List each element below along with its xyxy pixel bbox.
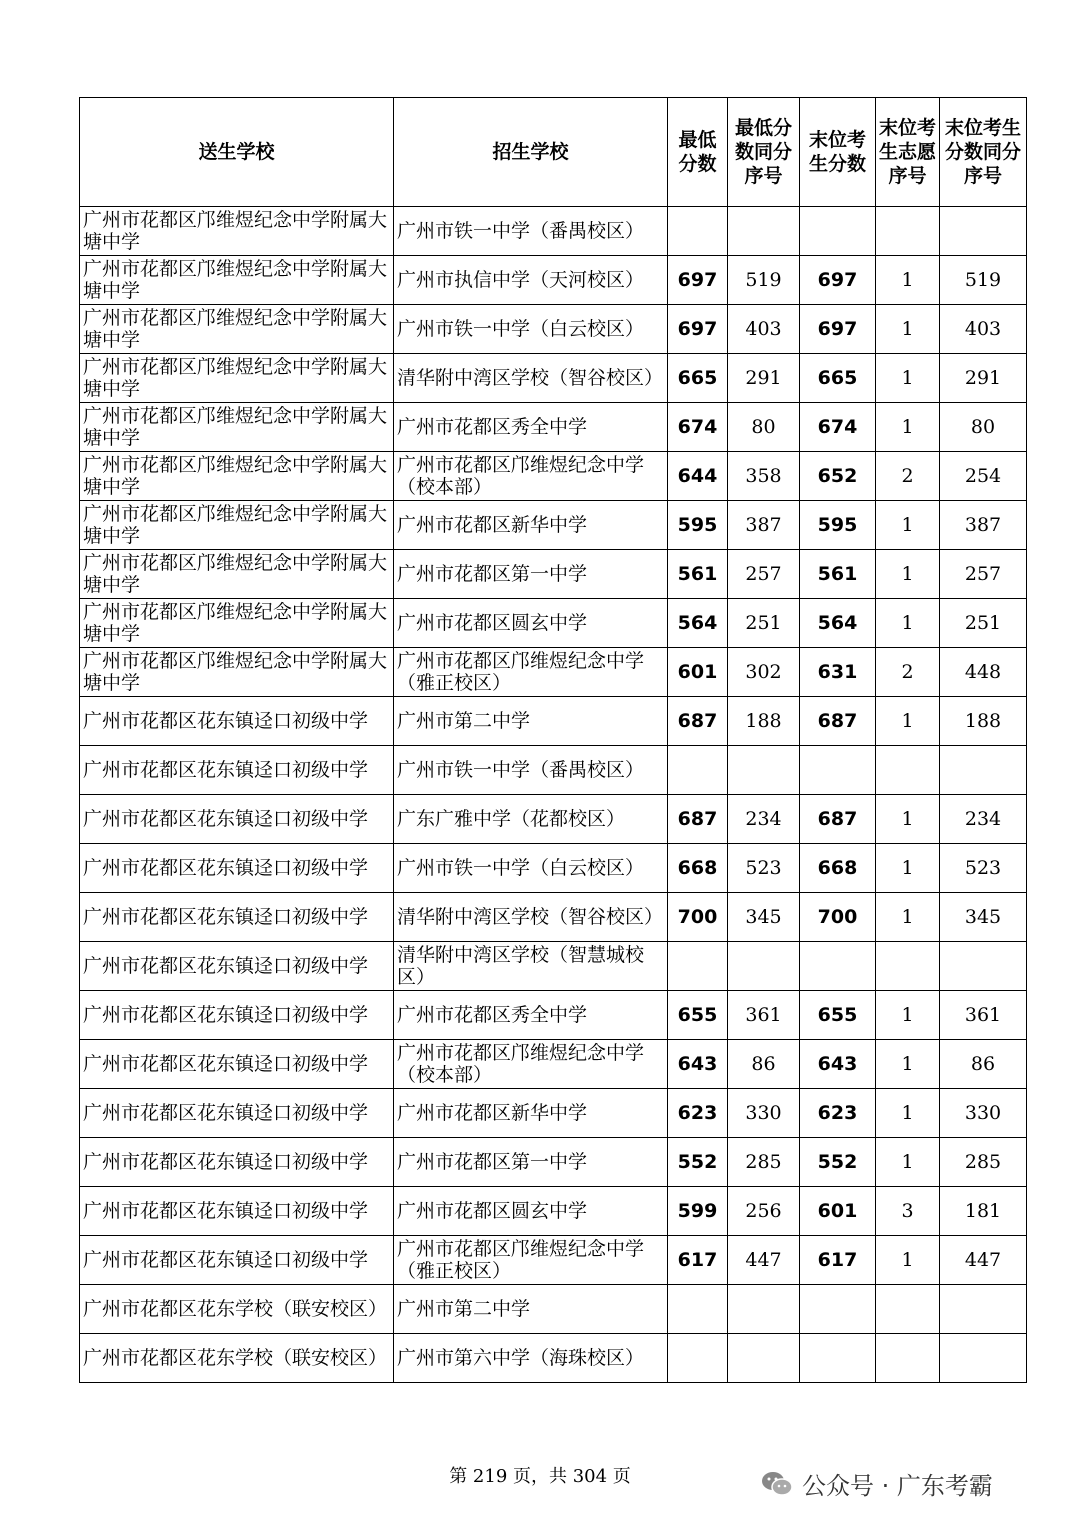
cell-admitting-school: 广州市花都区第一中学 <box>394 550 668 599</box>
cell-last-score <box>800 1334 876 1383</box>
table-row <box>80 354 1027 403</box>
cell-min-score-rank: 403 <box>728 305 800 354</box>
cell-sending-school: 广州市花都区花东镇迳口初级中学 <box>80 1138 394 1187</box>
cell-last-score: 674 <box>800 403 876 452</box>
cell-last-choice-no: 1 <box>876 991 940 1040</box>
cell-min-score: 644 <box>668 452 728 501</box>
cell-last-score-rank: 523 <box>940 844 1027 893</box>
cell-admitting-school: 广州市花都区圆玄中学 <box>394 1187 668 1236</box>
cell-min-score-rank: 188 <box>728 697 800 746</box>
cell-sending-school: 广州市花都区花东镇迳口初级中学 <box>80 1089 394 1138</box>
cell-min-score: 665 <box>668 354 728 403</box>
wechat-icon <box>760 1469 794 1499</box>
cell-min-score: 697 <box>668 256 728 305</box>
watermark-text: 公众号 · 广东考霸 <box>802 1472 993 1500</box>
cell-last-score: 617 <box>800 1236 876 1285</box>
table-row <box>80 1187 1027 1236</box>
cell-last-score: 561 <box>800 550 876 599</box>
cell-min-score-rank: 302 <box>728 648 800 697</box>
table-row <box>80 991 1027 1040</box>
table-row <box>80 648 1027 697</box>
cell-min-score-rank: 285 <box>728 1138 800 1187</box>
cell-last-score-rank: 251 <box>940 599 1027 648</box>
cell-last-score-rank: 285 <box>940 1138 1027 1187</box>
cell-admitting-school: 广州市花都区新华中学 <box>394 501 668 550</box>
table-row <box>80 893 1027 942</box>
cell-last-score-rank: 80 <box>940 403 1027 452</box>
cell-sending-school: 广州市花都区花东镇迳口初级中学 <box>80 1187 394 1236</box>
table-row <box>80 1285 1027 1334</box>
cell-min-score-rank: 361 <box>728 991 800 1040</box>
table-row <box>80 942 1027 991</box>
cell-admitting-school: 广州市铁一中学（番禺校区） <box>394 207 668 256</box>
cell-last-score: 665 <box>800 354 876 403</box>
cell-sending-school: 广州市花都区花东镇迳口初级中学 <box>80 942 394 991</box>
table-row <box>80 599 1027 648</box>
table-row <box>80 844 1027 893</box>
cell-last-choice-no <box>876 942 940 991</box>
cell-last-score-rank: 330 <box>940 1089 1027 1138</box>
cell-last-score-rank: 257 <box>940 550 1027 599</box>
cell-min-score: 655 <box>668 991 728 1040</box>
cell-last-score-rank: 519 <box>940 256 1027 305</box>
cell-last-choice-no: 1 <box>876 1040 940 1089</box>
header-last-score-rank: 末位考生分数同分序号 <box>940 98 1027 207</box>
table-row <box>80 795 1027 844</box>
cell-admitting-school: 广州市花都区秀全中学 <box>394 403 668 452</box>
cell-sending-school: 广州市花都区花东镇迳口初级中学 <box>80 844 394 893</box>
cell-min-score-rank: 447 <box>728 1236 800 1285</box>
cell-last-choice-no: 1 <box>876 305 940 354</box>
cell-sending-school: 广州市花都区邝维煜纪念中学附属大塘中学 <box>80 550 394 599</box>
cell-min-score: 697 <box>668 305 728 354</box>
cell-sending-school: 广州市花都区邝维煜纪念中学附属大塘中学 <box>80 305 394 354</box>
cell-admitting-school: 广州市第二中学 <box>394 1285 668 1334</box>
cell-last-score: 564 <box>800 599 876 648</box>
cell-min-score: 668 <box>668 844 728 893</box>
cell-min-score: 599 <box>668 1187 728 1236</box>
header-last-score: 末位考生分数 <box>800 98 876 207</box>
cell-last-choice-no: 1 <box>876 550 940 599</box>
cell-last-choice-no: 3 <box>876 1187 940 1236</box>
cell-last-choice-no: 2 <box>876 452 940 501</box>
cell-min-score: 687 <box>668 795 728 844</box>
cell-admitting-school: 广州市花都区邝维煜纪念中学（雅正校区） <box>394 648 668 697</box>
cell-last-choice-no: 1 <box>876 893 940 942</box>
table-row <box>80 1138 1027 1187</box>
cell-last-score: 623 <box>800 1089 876 1138</box>
cell-last-choice-no: 1 <box>876 403 940 452</box>
cell-admitting-school: 广州市花都区邝维煜纪念中学（校本部） <box>394 452 668 501</box>
cell-admitting-school: 广州市花都区第一中学 <box>394 1138 668 1187</box>
table-row <box>80 697 1027 746</box>
cell-last-score-rank: 361 <box>940 991 1027 1040</box>
cell-sending-school: 广州市花都区花东镇迳口初级中学 <box>80 746 394 795</box>
cell-last-score: 595 <box>800 501 876 550</box>
cell-min-score <box>668 942 728 991</box>
cell-last-score-rank <box>940 942 1027 991</box>
cell-min-score-rank <box>728 942 800 991</box>
cell-last-score: 655 <box>800 991 876 1040</box>
cell-admitting-school: 广州市花都区邝维煜纪念中学（雅正校区） <box>394 1236 668 1285</box>
cell-last-choice-no: 1 <box>876 844 940 893</box>
cell-admitting-school: 清华附中湾区学校（智谷校区） <box>394 354 668 403</box>
cell-min-score: 623 <box>668 1089 728 1138</box>
cell-sending-school: 广州市花都区邝维煜纪念中学附属大塘中学 <box>80 501 394 550</box>
cell-admitting-school: 广州市花都区圆玄中学 <box>394 599 668 648</box>
table-row <box>80 550 1027 599</box>
cell-min-score: 674 <box>668 403 728 452</box>
cell-sending-school: 广州市花都区邝维煜纪念中学附属大塘中学 <box>80 599 394 648</box>
cell-last-score-rank: 345 <box>940 893 1027 942</box>
cell-min-score-rank <box>728 1334 800 1383</box>
cell-last-score-rank <box>940 1285 1027 1334</box>
cell-last-score-rank: 387 <box>940 501 1027 550</box>
cell-last-score: 552 <box>800 1138 876 1187</box>
cell-min-score: 601 <box>668 648 728 697</box>
cell-admitting-school: 广东广雅中学（花都校区） <box>394 795 668 844</box>
cell-last-choice-no <box>876 746 940 795</box>
cell-min-score-rank: 291 <box>728 354 800 403</box>
cell-min-score: 643 <box>668 1040 728 1089</box>
cell-min-score-rank: 358 <box>728 452 800 501</box>
cell-min-score: 617 <box>668 1236 728 1285</box>
cell-last-choice-no: 1 <box>876 1236 940 1285</box>
cell-min-score: 564 <box>668 599 728 648</box>
cell-min-score-rank: 387 <box>728 501 800 550</box>
cell-last-score-rank: 234 <box>940 795 1027 844</box>
cell-admitting-school: 广州市花都区新华中学 <box>394 1089 668 1138</box>
header-min-score: 最低分数 <box>668 98 728 207</box>
cell-last-score-rank <box>940 207 1027 256</box>
cell-min-score-rank: 345 <box>728 893 800 942</box>
cell-last-score-rank <box>940 1334 1027 1383</box>
cell-sending-school: 广州市花都区花东学校（联安校区） <box>80 1285 394 1334</box>
table-row <box>80 1236 1027 1285</box>
page-number: 第 219 页，共 304 页 <box>449 1466 631 1487</box>
cell-min-score-rank <box>728 207 800 256</box>
cell-min-score <box>668 207 728 256</box>
cell-min-score: 552 <box>668 1138 728 1187</box>
table-row <box>80 501 1027 550</box>
watermark <box>760 1466 993 1501</box>
cell-last-score: 697 <box>800 256 876 305</box>
cell-min-score <box>668 1285 728 1334</box>
cell-min-score: 561 <box>668 550 728 599</box>
table-row <box>80 403 1027 452</box>
table-row <box>80 305 1027 354</box>
cell-min-score-rank <box>728 1285 800 1334</box>
cell-last-score <box>800 207 876 256</box>
table-row <box>80 1040 1027 1089</box>
table-row <box>80 1334 1027 1383</box>
cell-sending-school: 广州市花都区花东镇迳口初级中学 <box>80 893 394 942</box>
cell-admitting-school: 广州市花都区秀全中学 <box>394 991 668 1040</box>
cell-last-choice-no: 1 <box>876 697 940 746</box>
admission-score-table <box>79 97 1027 1383</box>
cell-sending-school: 广州市花都区邝维煜纪念中学附属大塘中学 <box>80 403 394 452</box>
cell-last-score: 668 <box>800 844 876 893</box>
cell-last-score: 643 <box>800 1040 876 1089</box>
table-row <box>80 746 1027 795</box>
cell-min-score-rank: 330 <box>728 1089 800 1138</box>
cell-last-score-rank: 403 <box>940 305 1027 354</box>
cell-admitting-school: 广州市第二中学 <box>394 697 668 746</box>
cell-last-score-rank: 447 <box>940 1236 1027 1285</box>
cell-last-score: 700 <box>800 893 876 942</box>
cell-last-score: 687 <box>800 795 876 844</box>
cell-last-score: 601 <box>800 1187 876 1236</box>
cell-last-choice-no: 1 <box>876 1089 940 1138</box>
cell-last-choice-no: 1 <box>876 1138 940 1187</box>
cell-sending-school: 广州市花都区花东镇迳口初级中学 <box>80 991 394 1040</box>
cell-sending-school: 广州市花都区花东镇迳口初级中学 <box>80 795 394 844</box>
cell-min-score-rank: 251 <box>728 599 800 648</box>
cell-last-score: 631 <box>800 648 876 697</box>
cell-last-choice-no: 1 <box>876 256 940 305</box>
cell-sending-school: 广州市花都区邝维煜纪念中学附属大塘中学 <box>80 207 394 256</box>
cell-last-score: 687 <box>800 697 876 746</box>
header-admitting-school: 招生学校 <box>394 98 668 207</box>
cell-admitting-school: 清华附中湾区学校（智谷校区） <box>394 893 668 942</box>
cell-last-score <box>800 1285 876 1334</box>
cell-admitting-school: 广州市铁一中学（白云校区） <box>394 305 668 354</box>
cell-min-score-rank: 234 <box>728 795 800 844</box>
cell-last-score-rank: 181 <box>940 1187 1027 1236</box>
table-row <box>80 256 1027 305</box>
cell-sending-school: 广州市花都区邝维煜纪念中学附属大塘中学 <box>80 452 394 501</box>
cell-sending-school: 广州市花都区花东镇迳口初级中学 <box>80 1040 394 1089</box>
cell-last-choice-no <box>876 207 940 256</box>
cell-admitting-school: 广州市花都区邝维煜纪念中学（校本部） <box>394 1040 668 1089</box>
cell-last-score-rank: 254 <box>940 452 1027 501</box>
cell-last-choice-no <box>876 1285 940 1334</box>
header-last-choice-no: 末位考生志愿序号 <box>876 98 940 207</box>
cell-last-score-rank: 86 <box>940 1040 1027 1089</box>
cell-last-score-rank <box>940 746 1027 795</box>
cell-last-choice-no: 1 <box>876 795 940 844</box>
cell-min-score-rank: 86 <box>728 1040 800 1089</box>
cell-min-score <box>668 746 728 795</box>
cell-last-score-rank: 291 <box>940 354 1027 403</box>
cell-sending-school: 广州市花都区花东镇迳口初级中学 <box>80 697 394 746</box>
cell-last-score: 697 <box>800 305 876 354</box>
cell-min-score-rank: 80 <box>728 403 800 452</box>
cell-last-score: 652 <box>800 452 876 501</box>
cell-last-choice-no: 1 <box>876 501 940 550</box>
cell-admitting-school: 广州市执信中学（天河校区） <box>394 256 668 305</box>
cell-min-score: 595 <box>668 501 728 550</box>
cell-last-score <box>800 942 876 991</box>
cell-admitting-school: 清华附中湾区学校（智慧城校区） <box>394 942 668 991</box>
table-row <box>80 207 1027 256</box>
cell-min-score-rank <box>728 746 800 795</box>
cell-min-score: 700 <box>668 893 728 942</box>
cell-last-choice-no: 1 <box>876 354 940 403</box>
cell-last-score-rank: 188 <box>940 697 1027 746</box>
cell-min-score-rank: 256 <box>728 1187 800 1236</box>
cell-last-score <box>800 746 876 795</box>
cell-min-score-rank: 523 <box>728 844 800 893</box>
cell-last-choice-no: 2 <box>876 648 940 697</box>
cell-min-score <box>668 1334 728 1383</box>
table-header-row <box>80 98 1027 207</box>
cell-sending-school: 广州市花都区花东镇迳口初级中学 <box>80 1236 394 1285</box>
cell-sending-school: 广州市花都区邝维煜纪念中学附属大塘中学 <box>80 648 394 697</box>
cell-admitting-school: 广州市铁一中学（番禺校区） <box>394 746 668 795</box>
cell-admitting-school: 广州市铁一中学（白云校区） <box>394 844 668 893</box>
header-min-score-rank: 最低分数同分序号 <box>728 98 800 207</box>
cell-last-score-rank: 448 <box>940 648 1027 697</box>
cell-last-choice-no <box>876 1334 940 1383</box>
cell-sending-school: 广州市花都区邝维煜纪念中学附属大塘中学 <box>80 256 394 305</box>
cell-last-choice-no: 1 <box>876 599 940 648</box>
table-row <box>80 452 1027 501</box>
cell-min-score-rank: 257 <box>728 550 800 599</box>
cell-sending-school: 广州市花都区邝维煜纪念中学附属大塘中学 <box>80 354 394 403</box>
cell-sending-school: 广州市花都区花东学校（联安校区） <box>80 1334 394 1383</box>
cell-min-score-rank: 519 <box>728 256 800 305</box>
header-sending-school: 送生学校 <box>80 98 394 207</box>
cell-min-score: 687 <box>668 697 728 746</box>
table-row <box>80 1089 1027 1138</box>
cell-admitting-school: 广州市第六中学（海珠校区） <box>394 1334 668 1383</box>
